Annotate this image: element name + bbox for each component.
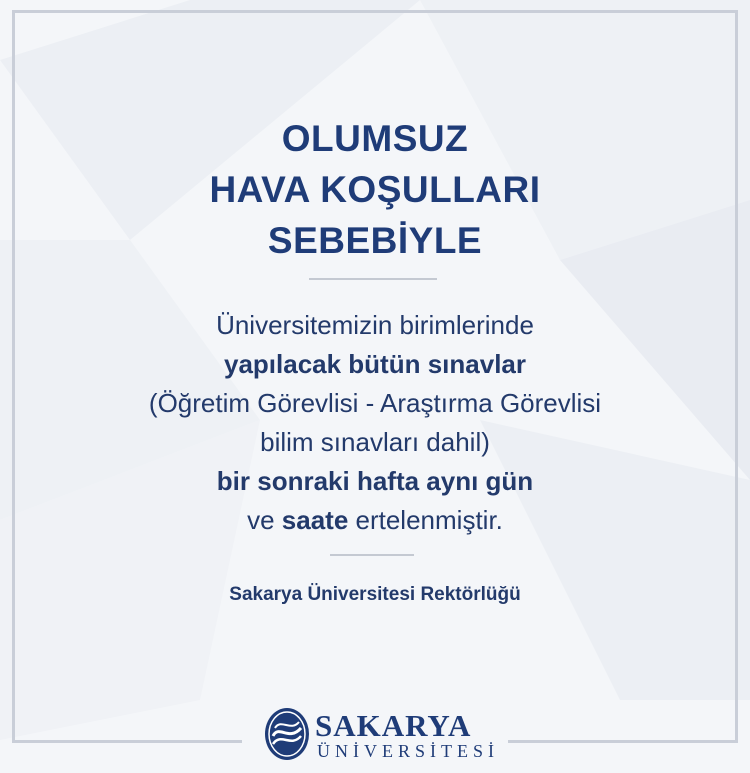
university-logo [263, 706, 503, 762]
body-line-6-start: ve [247, 505, 282, 535]
body-line-2 [0, 345, 750, 384]
logo-subtitle: ÜNİVERSİTESİ [317, 741, 499, 761]
announcement-body [0, 306, 750, 540]
divider-top [309, 278, 437, 280]
body-line-1: Üniversitemizin birimlerinde [216, 310, 534, 340]
headline-line-3: SEBEBİYLE [267, 220, 483, 261]
divider-bottom [330, 554, 414, 556]
sakarya-emblem-icon [263, 706, 311, 762]
body-line-5-bold: aynı gün [426, 466, 534, 496]
body-line-4: bilim sınavları dahil) [260, 427, 490, 457]
headline-line-1: OLUMSUZ [281, 118, 469, 159]
body-line-6 [0, 501, 750, 540]
body-line-5-start: bir sonraki hafta [216, 466, 427, 496]
signature: Sakarya Üniversitesi Rektörlüğü [229, 584, 521, 605]
body-line-3: (Öğretim Görevlisi - Araştırma Görevlisi [148, 388, 602, 418]
body-line-5 [0, 462, 750, 501]
body-line-6-bold: saate [281, 505, 349, 535]
headline [0, 113, 750, 266]
body-line-2-bold: yapılacak bütün sınavlar [223, 349, 526, 379]
body-line-6-end: ertelenmiştir. [348, 505, 503, 535]
logo-name: SAKARYA [315, 708, 472, 743]
headline-line-2: HAVA KOŞULLARI [209, 169, 541, 210]
